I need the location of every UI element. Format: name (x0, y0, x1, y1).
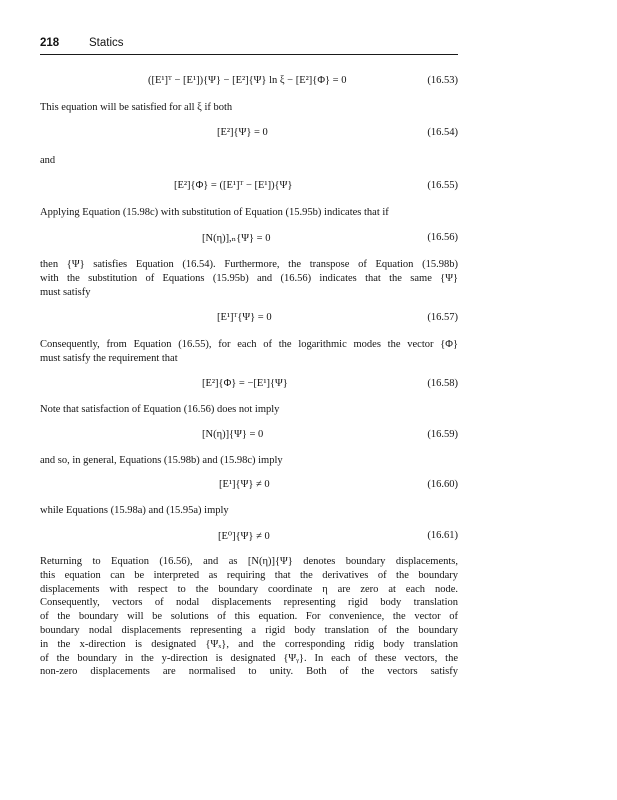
paragraph-line: boundary nodal displacements representing a rigid body translation of the boundary (40, 624, 458, 636)
paragraph (40, 555, 458, 679)
equation-16-57: [E¹]ᵀ{Ψ} = 0 (217, 312, 272, 323)
text-line: and (40, 155, 56, 166)
equation-16-55: [E²]{Φ} = ([E¹]ᵀ − [E¹]){Ψ} (174, 180, 293, 191)
equation-number-16-53: (16.53) (427, 75, 458, 86)
equation-16-58: [E²]{Φ} = −[E¹]{Ψ} (202, 378, 288, 389)
paragraph-line: in the x-direction is designated {Ψₓ}, and the corresponding ridig body translation (40, 638, 458, 650)
text-line: Applying Equation (15.98c) with substitution of Equation (15.95b) indicates that if (40, 207, 389, 218)
equation-16-56: [N(η)],ₙ{Ψ} = 0 (202, 233, 271, 244)
paragraph-line: then {Ψ} satisfies Equation (16.54). Furthermore, the transpose of Equation (15.98b) (40, 259, 458, 270)
equation-16-54: [E²]{Ψ} = 0 (217, 127, 268, 138)
equation-16-59: [N(η)]{Ψ} = 0 (202, 429, 264, 440)
equation-number-16-55: (16.55) (427, 180, 458, 191)
equation-16-61: [E⁰]{Ψ} ≠ 0 (218, 531, 270, 542)
paragraph-line: Returning to Equation (16.56), and as [N(η)]{Ψ} denotes boundary displacements, (40, 556, 458, 567)
paragraph-line: non-zero displacements are normalised to unity. Both of the vectors satisfy (40, 666, 458, 678)
equation-16-53: ([E¹]ᵀ − [E¹]){Ψ} − [E²]{Ψ} ln ξ − [E²]{Φ} = 0 (148, 75, 347, 86)
text-line: and so, in general, Equations (15.98b) and (15.98c) imply (40, 455, 283, 466)
header-rule (40, 54, 458, 55)
paragraph-line: with the substitution of Equations (15.95b) and (16.56) indicates that the same {Ψ} (40, 272, 458, 284)
paragraph-line: of the boundary will be solutions of this equation. For convenience, the vector of (40, 611, 458, 623)
paragraph-line: Consequently, vectors of nodal displacements representing rigid body translation (40, 597, 458, 609)
paragraph (40, 338, 458, 366)
paragraph (40, 258, 458, 299)
text-line: Note that satisfaction of Equation (16.56) does not imply (40, 404, 280, 415)
equation-number-16-61: (16.61) (427, 530, 458, 541)
text-line: This equation will be satisfied for all ξ if both (40, 102, 233, 113)
equation-number-16-59: (16.59) (427, 429, 458, 440)
paragraph-line: displacements with respect to the boundary coordinate η are zero at each node. (40, 583, 458, 595)
paragraph-line: this equation can be interpreted as requiring that the derivatives of the boundary (40, 569, 458, 581)
equation-number-16-57: (16.57) (427, 312, 458, 323)
running-header (40, 37, 458, 51)
equation-number-16-54: (16.54) (427, 127, 458, 138)
paragraph-line: Consequently, from Equation (16.55), for each of the logarithmic modes the vector {Φ} (40, 339, 458, 350)
paragraph-line: of the boundary in the y-direction is designated {Ψᵧ}. In each of these vectors, the (40, 652, 458, 664)
text-line: while Equations (15.98a) and (15.95a) imply (40, 505, 229, 516)
equation-number-16-60: (16.60) (427, 479, 458, 490)
running-title: Statics (89, 37, 124, 49)
equation-number-16-56: (16.56) (427, 232, 458, 243)
paragraph-line: must satisfy (40, 286, 91, 298)
equation-number-16-58: (16.58) (427, 378, 458, 389)
paragraph-line: must satisfy the requirement that (40, 352, 178, 364)
equation-16-60: [E¹]{Ψ} ≠ 0 (219, 479, 270, 490)
page-number: 218 (40, 37, 60, 49)
